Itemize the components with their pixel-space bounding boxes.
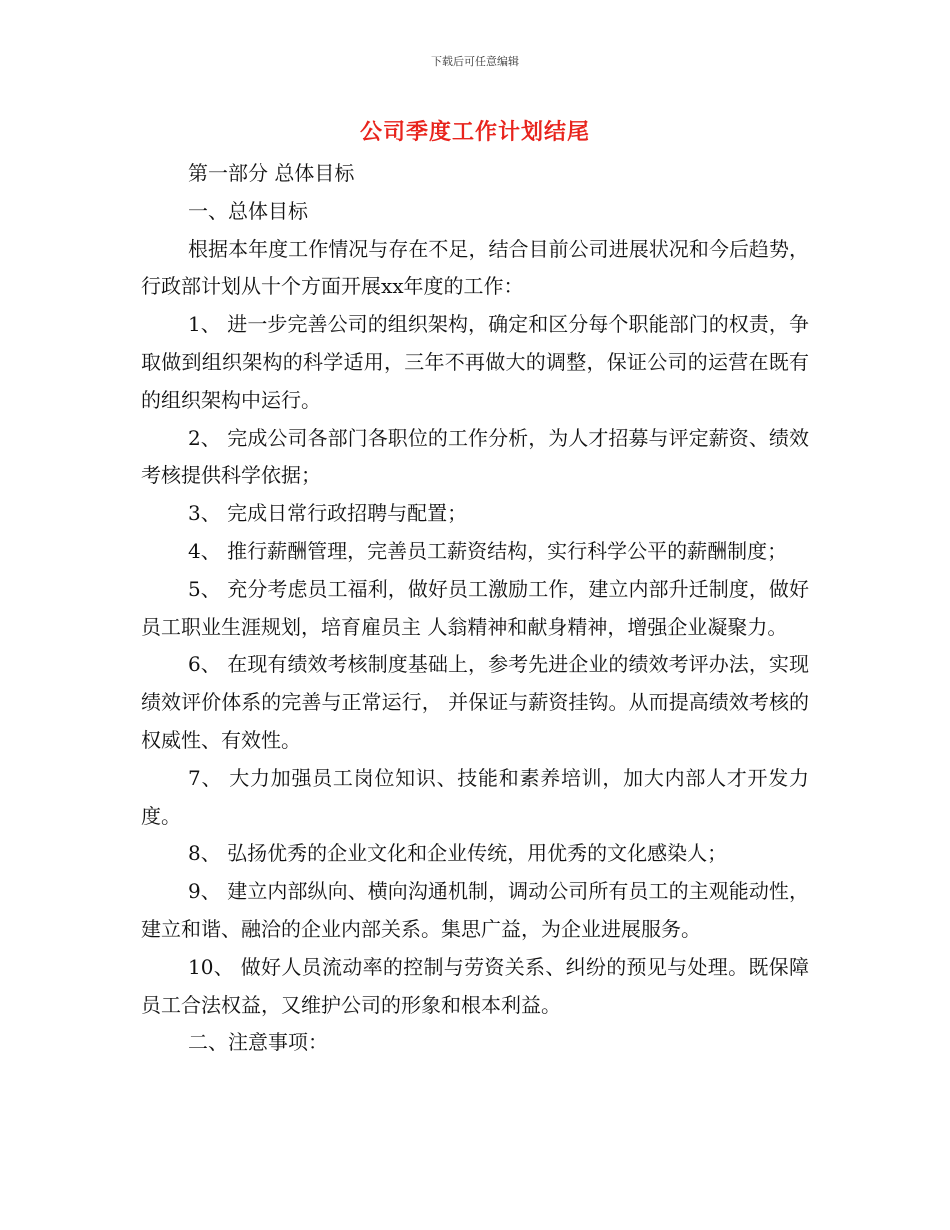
list-item: 10、 做好人员流动率的控制与劳资关系、纠纷的预见与处理。既保障员工合法权益，又维护公司的形象和根本利益。	[141, 954, 809, 1017]
list-item: 4、 推行薪酬管理，完善员工薪资结构，实行科学公平的薪酬制度；	[188, 538, 788, 563]
document-body	[141, 155, 809, 1062]
section-heading: 第一部分 总体目标	[188, 161, 355, 185]
list-item: 8、 弘扬优秀的企业文化和企业传统，用优秀的文化感染人；	[188, 841, 728, 866]
header-note: 下载后可任意编辑	[431, 55, 519, 68]
subsection-heading: 二、注意事项：	[188, 1030, 328, 1055]
document-title: 公司季度工作计划结尾	[359, 120, 590, 145]
list-item: 3、 完成日常行政招聘与配置；	[188, 501, 468, 526]
list-item: 2、 完成公司各部门各职位的工作分析，为人才招募与评定薪资、绩效考核提供科学依据；	[141, 425, 809, 488]
subsection-heading: 一、总体目标	[188, 198, 308, 223]
list-item: 6、 在现有绩效考核制度基础上，参考先进企业的绩效考评办法，实现绩效评价体系的完善与正常运行， 并保证与薪资挂钩。从而提高绩效考核的权威性、有效性。	[141, 652, 809, 752]
list-item: 5、 充分考虑员工福利，做好员工激励工作，建立内部升迁制度，做好员工职业生涯规划，培育雇员主 人翁精神和献身精神，增强企业凝聚力。	[141, 576, 809, 639]
list-item: 9、 建立内部纵向、横向沟通机制，调动公司所有员工的主观能动性，建立和谐、融洽的企业内部关系。集思广益，为企业进展服务。	[141, 879, 809, 941]
list-item: 1、 进一步完善公司的组织架构，确定和区分每个职能部门的权责，争取做到组织架构的科学适用，三年不再做大的调整，保证公司的运营在既有的组织架构中运行。	[141, 312, 809, 412]
intro-paragraph: 根据本年度工作情况与存在不足，结合目前公司进展状况和今后趋势，行政部计划从十个方面开展xx年度的工作：	[141, 236, 809, 299]
list-item: 7、 大力加强员工岗位知识、技能和素养培训，加大内部人才开发力度。	[141, 765, 809, 828]
